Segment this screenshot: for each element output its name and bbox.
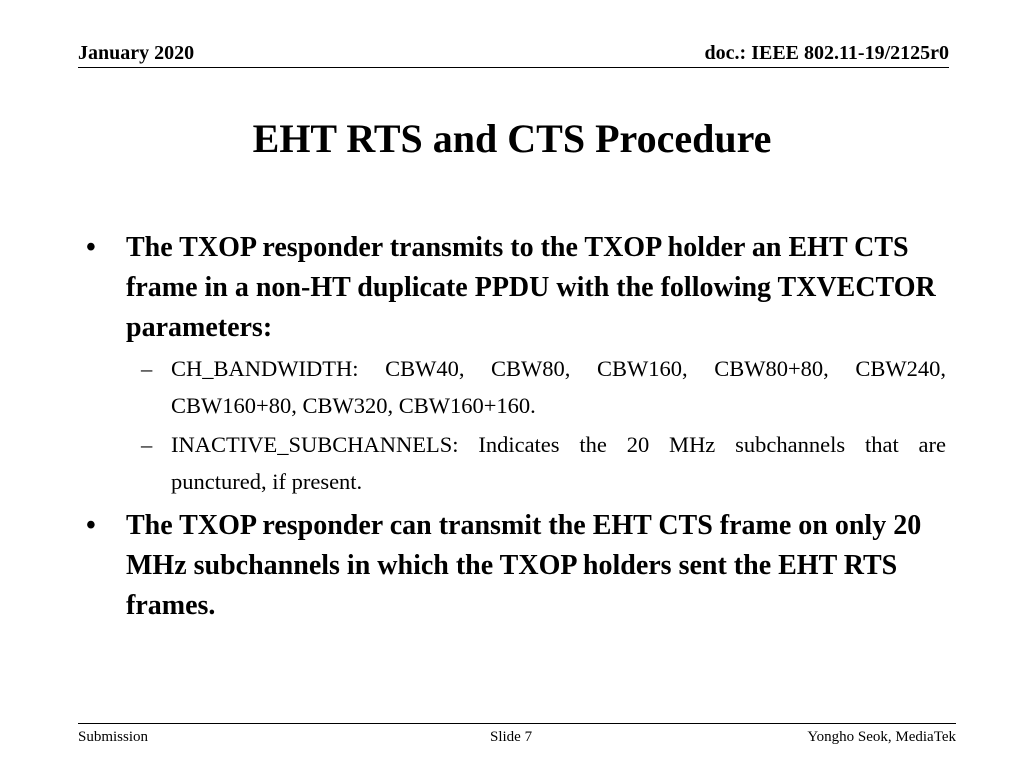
sub-bullet-text: CH_BANDWIDTH: CBW40, CBW80, CBW160, CBW80+80, CBW240, CBW160+80, CBW320, CBW160+160.: [171, 356, 946, 418]
bullet-item-1: [86, 228, 946, 348]
bullet-item-2: [86, 506, 946, 626]
footer-slide-number: Slide 7: [490, 729, 533, 745]
bullet-marker: •: [86, 232, 96, 263]
sub-bullet-item-2: [86, 426, 946, 500]
footer-divider: [78, 723, 956, 724]
sub-bullet-marker: –: [141, 356, 153, 381]
bullet-text: The TXOP responder transmits to the TXOP holder an EHT CTS frame in a non-HT duplicate PPDU with the following TXVECTOR parameters:: [126, 232, 936, 343]
header-divider: [78, 67, 949, 68]
bullet-text: The TXOP responder can transmit the EHT CTS frame on only 20 MHz subchannels in which the TXOP holders sent the EHT RTS frames.: [126, 510, 922, 621]
bullet-marker: •: [86, 510, 96, 541]
footer-submission: Submission: [78, 729, 149, 745]
header-doc-id: doc.: IEEE 802.11-19/2125r0: [704, 42, 949, 64]
footer-author: Yongho Seok, MediaTek: [807, 729, 956, 745]
sub-bullet-item-1: [86, 350, 946, 424]
slide-title: EHT RTS and CTS Procedure: [252, 116, 772, 161]
slide-body: [86, 228, 946, 626]
sub-bullet-marker: –: [141, 432, 153, 457]
header-date: January 2020: [78, 42, 195, 64]
sub-bullet-text: INACTIVE_SUBCHANNELS: Indicates the 20 MHz subchannels that are punctured, if present.: [171, 432, 946, 494]
